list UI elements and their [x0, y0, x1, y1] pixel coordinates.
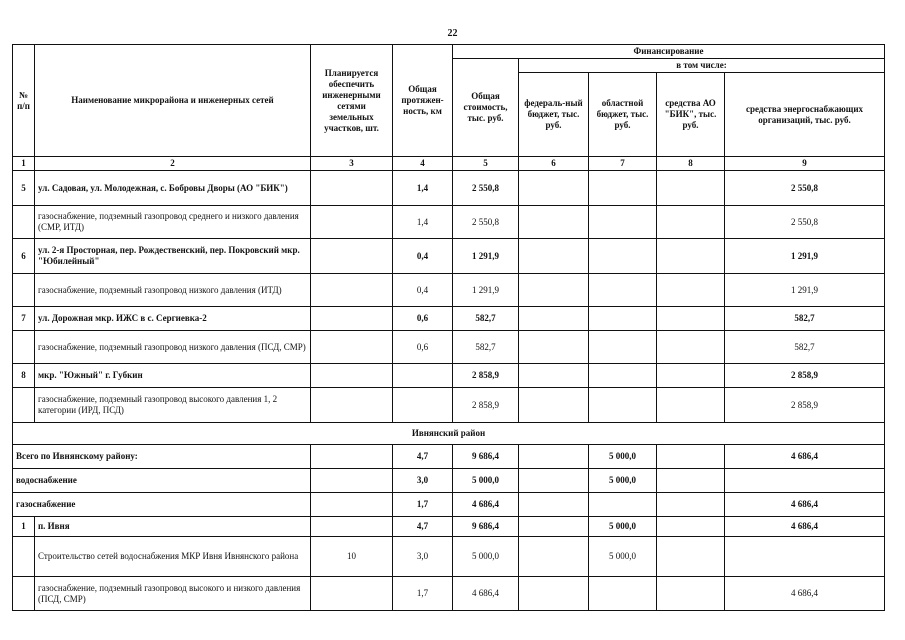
row-energy: 4 686,4 [725, 577, 885, 611]
summary-label: водоснабжение [13, 469, 311, 493]
col-number: 3 [311, 157, 393, 171]
row-federal [519, 307, 589, 331]
row-cost: 2 858,9 [453, 388, 519, 423]
summary-regional: 5 000,0 [589, 469, 657, 493]
col-number: 7 [589, 157, 657, 171]
row-federal [519, 206, 589, 239]
summary-bik [657, 445, 725, 469]
row-cost: 1 291,9 [453, 274, 519, 307]
summary-bik [657, 493, 725, 517]
row-bik [657, 307, 725, 331]
row-bik [657, 364, 725, 388]
row-bik [657, 537, 725, 577]
row-name: газоснабжение, подземный газопровод низкого давления (ПСД, СМР) [35, 331, 311, 364]
table-row [13, 206, 885, 239]
table-row [13, 577, 885, 611]
row-planned [311, 307, 393, 331]
row-federal [519, 577, 589, 611]
row-name: мкр. "Южный" г. Губкин [35, 364, 311, 388]
row-number: 6 [13, 239, 35, 274]
row-name: ул. Садовая, ул. Молодежная, с. Бобровы Дворы (АО "БИК") [35, 171, 311, 206]
row-regional [589, 388, 657, 423]
row-planned [311, 577, 393, 611]
row-name: п. Ивня [35, 517, 311, 537]
row-number: 1 [13, 517, 35, 537]
row-number [13, 537, 35, 577]
summary-cost: 5 000,0 [453, 469, 519, 493]
summary-planned [311, 469, 393, 493]
header-bik: средства АО "БИК", тыс. руб. [657, 73, 725, 157]
header-cost: Общая стоимость, тыс. руб. [453, 59, 519, 157]
summary-cost: 4 686,4 [453, 493, 519, 517]
row-number [13, 274, 35, 307]
row-regional [589, 577, 657, 611]
summary-energy [725, 469, 885, 493]
col-number: 8 [657, 157, 725, 171]
col-number: 6 [519, 157, 589, 171]
row-length: 0,6 [393, 307, 453, 331]
row-name: газоснабжение, подземный газопровод среднего и низкого давления (СМР, ИТД) [35, 206, 311, 239]
page-number: 22 [447, 28, 458, 39]
row-planned [311, 331, 393, 364]
row-bik [657, 239, 725, 274]
row-planned [311, 364, 393, 388]
header-financing: Финансирование [453, 45, 885, 59]
summary-planned [311, 493, 393, 517]
row-length [393, 388, 453, 423]
summary-row [13, 469, 885, 493]
row-bik [657, 206, 725, 239]
table-row [13, 517, 885, 537]
row-bik [657, 274, 725, 307]
row-length: 0,4 [393, 274, 453, 307]
row-federal [519, 331, 589, 364]
row-federal [519, 517, 589, 537]
table-row [13, 537, 885, 577]
summary-federal [519, 469, 589, 493]
row-regional: 5 000,0 [589, 517, 657, 537]
row-name: ул. 2-я Просторная, пер. Рождественский, пер. Покровский мкр. "Юбилейный" [35, 239, 311, 274]
row-cost: 582,7 [453, 331, 519, 364]
row-federal [519, 388, 589, 423]
table-row [13, 388, 885, 423]
row-cost: 2 550,8 [453, 206, 519, 239]
row-name: газоснабжение, подземный газопровод низкого давления (ИТД) [35, 274, 311, 307]
row-cost: 1 291,9 [453, 239, 519, 274]
header-federal: федераль-ный бюджет, тыс. руб. [519, 73, 589, 157]
row-cost: 5 000,0 [453, 537, 519, 577]
summary-energy: 4 686,4 [725, 445, 885, 469]
section-title: Ивнянский район [13, 423, 885, 445]
row-cost: 2 858,9 [453, 364, 519, 388]
row-number: 8 [13, 364, 35, 388]
row-regional [589, 206, 657, 239]
summary-planned [311, 445, 393, 469]
row-federal [519, 239, 589, 274]
row-regional [589, 307, 657, 331]
table-row [13, 171, 885, 206]
table-row [13, 331, 885, 364]
row-name: ул. Дорожная мкр. ИЖС в с. Сергиевка-2 [35, 307, 311, 331]
row-length: 1,7 [393, 577, 453, 611]
summary-row [13, 445, 885, 469]
row-energy: 2 858,9 [725, 364, 885, 388]
summary-energy: 4 686,4 [725, 493, 885, 517]
row-number [13, 388, 35, 423]
summary-federal [519, 445, 589, 469]
header-length: Общая протяжен-ность, км [393, 45, 453, 157]
table-row [13, 274, 885, 307]
row-federal [519, 537, 589, 577]
row-planned [311, 206, 393, 239]
col-number: 2 [35, 157, 311, 171]
col-number: 4 [393, 157, 453, 171]
row-federal [519, 171, 589, 206]
summary-regional [589, 493, 657, 517]
row-federal [519, 364, 589, 388]
header-energy: средства энергоснабжающих организаций, тыс. руб. [725, 73, 885, 157]
row-name: Строительство сетей водоснабжения МКР Ивня Ивнянского района [35, 537, 311, 577]
header-no: № п/п [13, 45, 35, 157]
row-energy: 582,7 [725, 331, 885, 364]
header-name: Наименование микрорайона и инженерных сетей [35, 45, 311, 157]
row-cost: 9 686,4 [453, 517, 519, 537]
row-federal [519, 274, 589, 307]
row-bik [657, 171, 725, 206]
summary-length: 4,7 [393, 445, 453, 469]
row-planned [311, 274, 393, 307]
row-cost: 4 686,4 [453, 577, 519, 611]
column-numbers-row [13, 157, 885, 171]
col-number: 9 [725, 157, 885, 171]
summary-label: Всего по Ивнянскому району: [13, 445, 311, 469]
summary-row [13, 493, 885, 517]
row-name: газоснабжение, подземный газопровод высокого и низкого давления (ПСД, СМР) [35, 577, 311, 611]
row-energy: 1 291,9 [725, 239, 885, 274]
row-bik [657, 388, 725, 423]
row-length: 1,4 [393, 206, 453, 239]
row-number [13, 331, 35, 364]
summary-cost: 9 686,4 [453, 445, 519, 469]
row-regional [589, 364, 657, 388]
row-bik [657, 517, 725, 537]
row-energy: 582,7 [725, 307, 885, 331]
summary-federal [519, 493, 589, 517]
header-regional: областной бюджет, тыс. руб. [589, 73, 657, 157]
table-row [13, 364, 885, 388]
row-number [13, 577, 35, 611]
row-planned [311, 239, 393, 274]
summary-bik [657, 469, 725, 493]
row-name: газоснабжение, подземный газопровод высокого давления 1, 2 категории (ИРД, ПСД) [35, 388, 311, 423]
row-bik [657, 577, 725, 611]
header-planned: Планируется обеспечить инженерными сетями земельных участков, шт. [311, 45, 393, 157]
row-number: 7 [13, 307, 35, 331]
row-regional [589, 239, 657, 274]
row-length: 3,0 [393, 537, 453, 577]
row-energy: 4 686,4 [725, 517, 885, 537]
row-regional [589, 171, 657, 206]
summary-length: 3,0 [393, 469, 453, 493]
row-bik [657, 331, 725, 364]
row-number [13, 206, 35, 239]
row-planned: 10 [311, 537, 393, 577]
summary-regional: 5 000,0 [589, 445, 657, 469]
row-length: 1,4 [393, 171, 453, 206]
row-planned [311, 517, 393, 537]
row-planned [311, 171, 393, 206]
row-cost: 582,7 [453, 307, 519, 331]
row-number: 5 [13, 171, 35, 206]
financing-table [12, 44, 885, 611]
row-regional [589, 331, 657, 364]
row-energy [725, 537, 885, 577]
row-energy: 2 858,9 [725, 388, 885, 423]
row-energy: 1 291,9 [725, 274, 885, 307]
row-regional [589, 274, 657, 307]
row-length: 0,4 [393, 239, 453, 274]
row-cost: 2 550,8 [453, 171, 519, 206]
col-number: 5 [453, 157, 519, 171]
summary-length: 1,7 [393, 493, 453, 517]
summary-label: газоснабжение [13, 493, 311, 517]
row-length [393, 364, 453, 388]
table-row [13, 239, 885, 274]
row-length: 4,7 [393, 517, 453, 537]
row-energy: 2 550,8 [725, 171, 885, 206]
header-including: в том числе: [519, 59, 885, 73]
row-energy: 2 550,8 [725, 206, 885, 239]
row-length: 0,6 [393, 331, 453, 364]
col-number: 1 [13, 157, 35, 171]
table-row [13, 307, 885, 331]
row-regional: 5 000,0 [589, 537, 657, 577]
row-planned [311, 388, 393, 423]
